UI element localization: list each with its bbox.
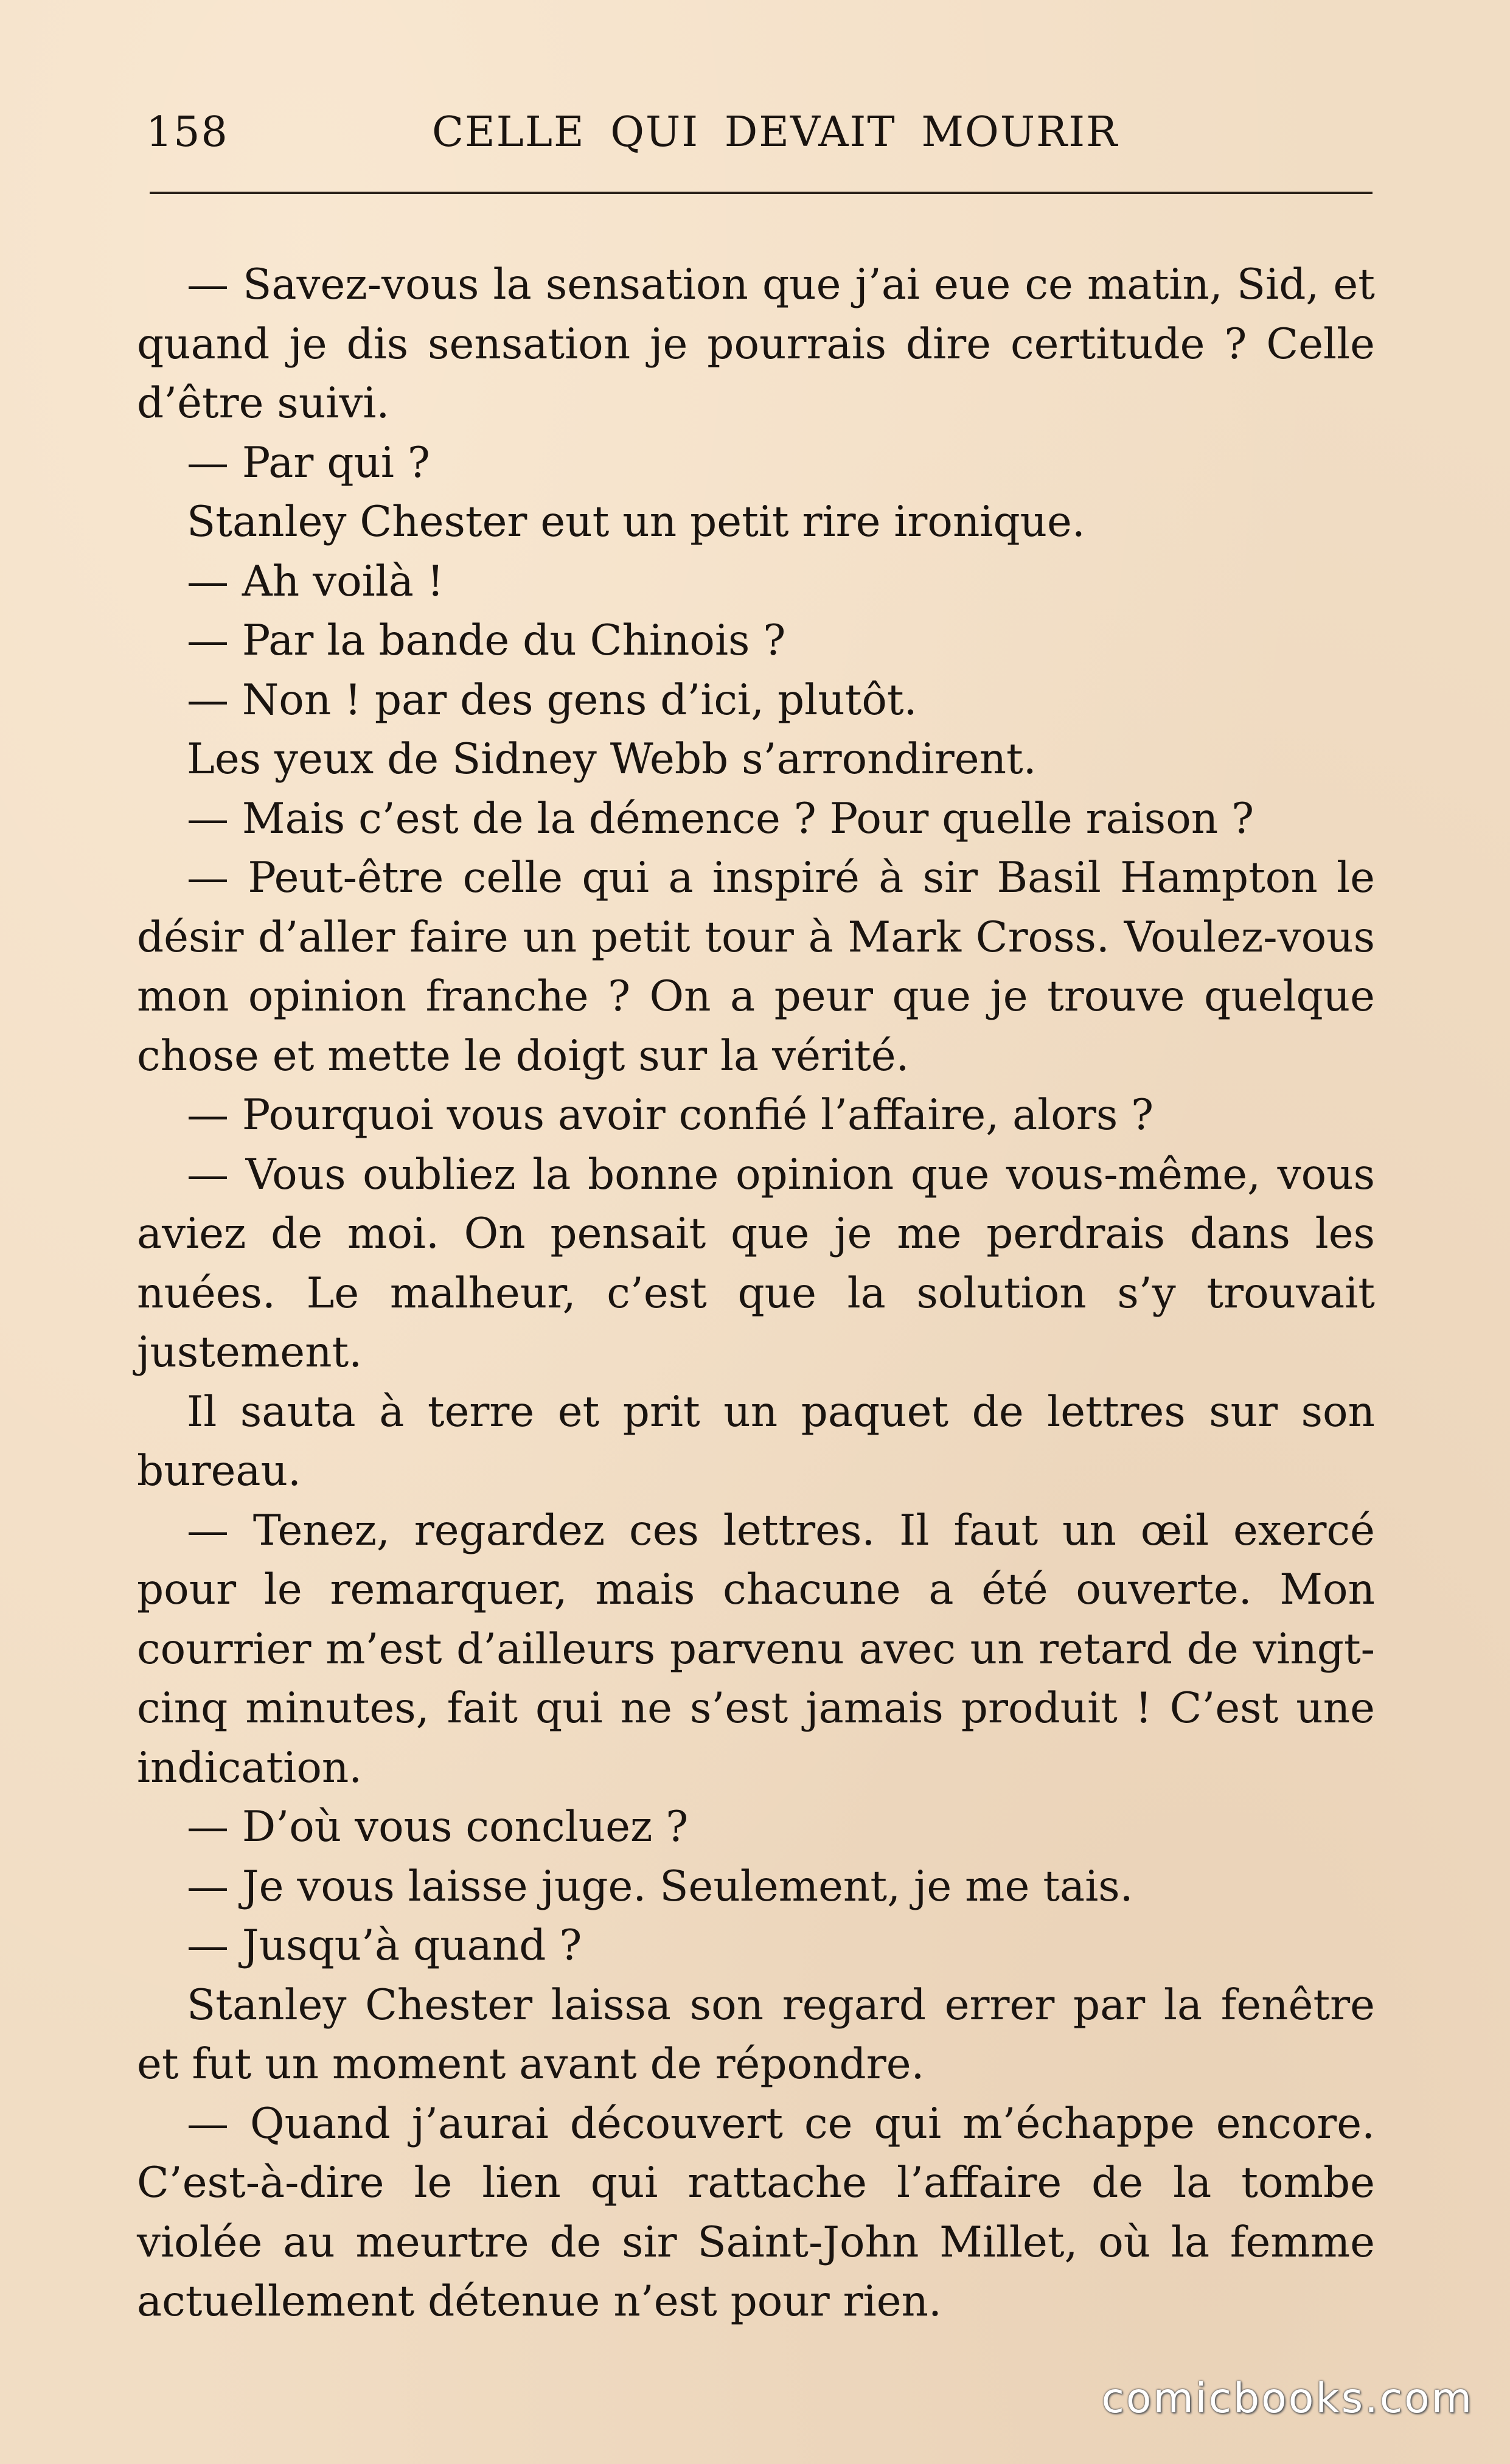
body-text bbox=[137, 256, 1375, 2332]
header-rule bbox=[150, 192, 1373, 194]
paragraph: — Quand j’aurai découvert ce qui m’échappe encore. C’est-à-dire le lien qui rattache l’affaire de la tombe violée au meurtre de sir Saint-John Millet, où la femme actuellement détenue n’est pour rien. bbox=[137, 2099, 1375, 2326]
paragraph: — Par la bande du Chinois ? bbox=[187, 616, 786, 665]
paragraph: — Pourquoi vous avoir confié l’affaire, alors ? bbox=[187, 1091, 1154, 1140]
page-number: 158 bbox=[146, 108, 229, 156]
paragraph: — D’où vous concluez ? bbox=[187, 1803, 689, 1851]
paragraph: — Ah voilà ! bbox=[187, 557, 444, 606]
paragraph: — Savez-vous la sensation que j’ai eue ce matin, Sid, et quand je dis sensation je pourrais dire certitude ? Celle d’être suivi. bbox=[137, 260, 1375, 428]
paragraph: — Non ! par des gens d’ici, plutôt. bbox=[187, 675, 917, 725]
paragraph: — Peut-être celle qui a inspiré à sir Basil Hampton le désir d’aller faire un petit tour à Mark Cross. Voulez-vous mon opinion franche ? On a peur que je trouve quelque chose et mette le doigt sur la vérité. bbox=[137, 854, 1375, 1081]
paragraph: — Par qui ? bbox=[187, 438, 430, 487]
paragraph: — Tenez, regardez ces lettres. Il faut un œil exercé pour le remarquer, mais chacune a été ouverte. Mon courrier m’est d’ailleurs parvenu avec un retard de vingt-cinq minutes, fait qui ne s’est jamais produit ! C’est une indication. bbox=[137, 1506, 1375, 1792]
paragraph: Les yeux de Sidney Webb s’arrondirent. bbox=[187, 735, 1037, 784]
paragraph: — Vous oubliez la bonne opinion que vous-même, vous aviez de moi. On pensait que je me perdrais dans les nuées. Le malheur, c’est que la solution s’y trouvait justement. bbox=[137, 1150, 1375, 1377]
paragraph: — Je vous laisse juge. Seulement, je me tais. bbox=[187, 1862, 1133, 1911]
paragraph: Stanley Chester laissa son regard errer par la fenêtre et fut un moment avant de répondre. bbox=[137, 1980, 1375, 2089]
paragraph: — Jusqu’à quand ? bbox=[187, 1921, 582, 1970]
watermark: comicbooks.com bbox=[1101, 2375, 1473, 2423]
paragraph: Stanley Chester eut un petit rire ironique. bbox=[187, 498, 1085, 546]
paragraph: — Mais c’est de la démence ? Pour quelle raison ? bbox=[187, 794, 1254, 843]
page-header bbox=[146, 108, 1370, 175]
running-title: CELLE QUI DEVAIT MOURIR bbox=[432, 108, 1119, 156]
paragraph: Il sauta à terre et prit un paquet de lettres sur son bureau. bbox=[137, 1387, 1375, 1495]
